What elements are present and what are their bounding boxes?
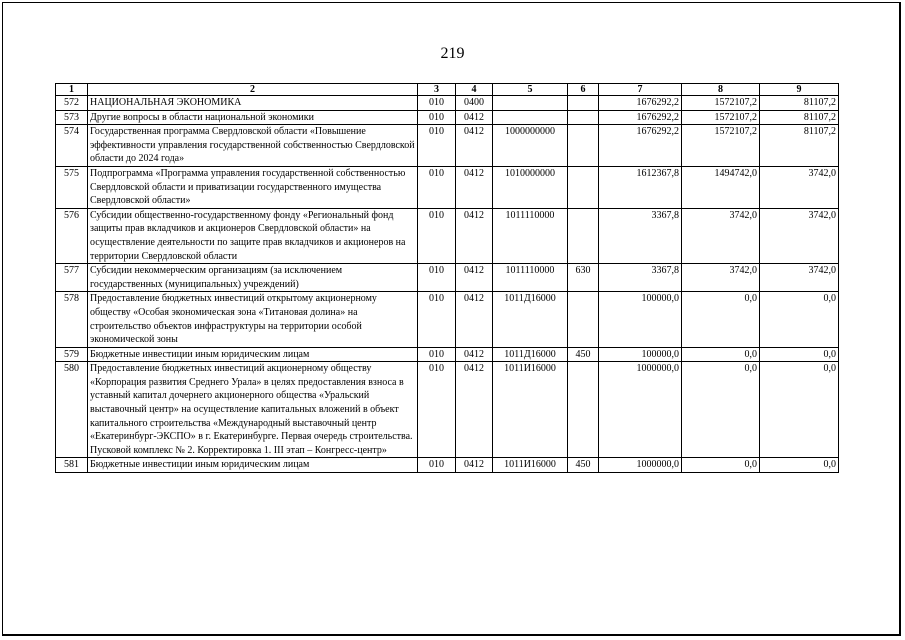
- table-row: [56, 458, 839, 473]
- cell-col7: 1000000,0: [599, 362, 682, 458]
- cell-col4: 0412: [456, 362, 493, 458]
- column-header: 6: [568, 84, 599, 96]
- cell-col4: 0412: [456, 347, 493, 362]
- cell-col9: 3742,0: [760, 264, 839, 292]
- cell-col7: 1676292,2: [599, 110, 682, 125]
- row-name: Подпрограмма «Программа управления государственной собственностью Свердловской области и приватизации государственного имущества Свердловской области»: [88, 166, 418, 208]
- row-name: Субсидии некоммерческим организациям (за исключением государственных (муниципальных) учреждений): [88, 264, 418, 292]
- cell-col3: 010: [418, 125, 456, 167]
- cell-col7: 1612367,8: [599, 166, 682, 208]
- cell-col6: [568, 362, 599, 458]
- table-row: [56, 292, 839, 347]
- row-name: Государственная программа Свердловской области «Повышение эффективности управления государственной собственностью Свердловской области до 2024 года»: [88, 125, 418, 167]
- row-name: Другие вопросы в области национальной экономики: [88, 110, 418, 125]
- cell-col8: 0,0: [682, 458, 760, 473]
- cell-col6: [568, 125, 599, 167]
- cell-col7: 100000,0: [599, 347, 682, 362]
- cell-col5: 1011Д16000: [493, 347, 568, 362]
- column-header: 8: [682, 84, 760, 96]
- table-row: [56, 96, 839, 111]
- row-number: 576: [56, 208, 88, 263]
- cell-col3: 010: [418, 110, 456, 125]
- cell-col8: 3742,0: [682, 264, 760, 292]
- cell-col3: 010: [418, 362, 456, 458]
- table-row: [56, 264, 839, 292]
- cell-col7: 100000,0: [599, 292, 682, 347]
- cell-col4: 0412: [456, 458, 493, 473]
- budget-table: [55, 83, 839, 473]
- cell-col8: 0,0: [682, 347, 760, 362]
- table-row: [56, 110, 839, 125]
- table-row: [56, 125, 839, 167]
- cell-col9: 81107,2: [760, 96, 839, 111]
- cell-col8: 0,0: [682, 292, 760, 347]
- row-name: Субсидии общественно-государственному фонду «Региональный фонд защиты прав вкладчиков и акционеров Свердловской области» на осуществление деятельности по защите прав вкладчиков и акционеров на территории Свердловской области: [88, 208, 418, 263]
- cell-col7: 3367,8: [599, 264, 682, 292]
- cell-col4: 0412: [456, 208, 493, 263]
- cell-col3: 010: [418, 208, 456, 263]
- row-name: НАЦИОНАЛЬНАЯ ЭКОНОМИКА: [88, 96, 418, 111]
- cell-col6: [568, 292, 599, 347]
- table-row: [56, 208, 839, 263]
- cell-col5: 1010000000: [493, 166, 568, 208]
- column-header: 5: [493, 84, 568, 96]
- cell-col6: 450: [568, 458, 599, 473]
- row-number: 580: [56, 362, 88, 458]
- cell-col6: [568, 110, 599, 125]
- cell-col9: 3742,0: [760, 208, 839, 263]
- cell-col6: [568, 96, 599, 111]
- row-number: 578: [56, 292, 88, 347]
- row-name: Бюджетные инвестиции иным юридическим лицам: [88, 347, 418, 362]
- cell-col8: 1494742,0: [682, 166, 760, 208]
- cell-col6: 630: [568, 264, 599, 292]
- table-row: [56, 362, 839, 458]
- cell-col5: [493, 96, 568, 111]
- cell-col9: 3742,0: [760, 166, 839, 208]
- cell-col8: 1572107,2: [682, 96, 760, 111]
- cell-col4: 0412: [456, 125, 493, 167]
- cell-col8: 3742,0: [682, 208, 760, 263]
- row-number: 579: [56, 347, 88, 362]
- cell-col7: 3367,8: [599, 208, 682, 263]
- cell-col6: [568, 166, 599, 208]
- row-number: 581: [56, 458, 88, 473]
- cell-col5: 1011И16000: [493, 458, 568, 473]
- cell-col4: 0412: [456, 166, 493, 208]
- column-header: 1: [56, 84, 88, 96]
- cell-col6: [568, 208, 599, 263]
- cell-col5: [493, 110, 568, 125]
- cell-col3: 010: [418, 166, 456, 208]
- row-number: 574: [56, 125, 88, 167]
- cell-col9: 0,0: [760, 292, 839, 347]
- cell-col5: 1000000000: [493, 125, 568, 167]
- cell-col8: 1572107,2: [682, 110, 760, 125]
- row-name: Бюджетные инвестиции иным юридическим лицам: [88, 458, 418, 473]
- cell-col3: 010: [418, 347, 456, 362]
- cell-col4: 0400: [456, 96, 493, 111]
- cell-col6: 450: [568, 347, 599, 362]
- table-row: [56, 166, 839, 208]
- column-header: 3: [418, 84, 456, 96]
- cell-col5: 1011Д16000: [493, 292, 568, 347]
- cell-col9: 81107,2: [760, 125, 839, 167]
- cell-col7: 1676292,2: [599, 125, 682, 167]
- cell-col5: 1011110000: [493, 208, 568, 263]
- row-number: 575: [56, 166, 88, 208]
- cell-col5: 1011И16000: [493, 362, 568, 458]
- row-number: 572: [56, 96, 88, 111]
- row-number: 573: [56, 110, 88, 125]
- cell-col3: 010: [418, 96, 456, 111]
- cell-col9: 81107,2: [760, 110, 839, 125]
- cell-col4: 0412: [456, 110, 493, 125]
- row-name: Предоставление бюджетных инвестиций открытому акционерному обществу «Особая экономическая зона «Титановая долина» на строительство объектов инфраструктуры на территории особой экономической зоны: [88, 292, 418, 347]
- column-header: 7: [599, 84, 682, 96]
- cell-col7: 1000000,0: [599, 458, 682, 473]
- cell-col4: 0412: [456, 292, 493, 347]
- table-row: [56, 347, 839, 362]
- cell-col5: 1011110000: [493, 264, 568, 292]
- cell-col3: 010: [418, 292, 456, 347]
- cell-col7: 1676292,2: [599, 96, 682, 111]
- cell-col3: 010: [418, 264, 456, 292]
- header-row: [56, 84, 839, 96]
- cell-col8: 1572107,2: [682, 125, 760, 167]
- cell-col3: 010: [418, 458, 456, 473]
- cell-col4: 0412: [456, 264, 493, 292]
- cell-col9: 0,0: [760, 458, 839, 473]
- column-header: 9: [760, 84, 839, 96]
- column-header: 4: [456, 84, 493, 96]
- column-header: 2: [88, 84, 418, 96]
- cell-col9: 0,0: [760, 362, 839, 458]
- row-number: 577: [56, 264, 88, 292]
- page-number: 219: [440, 45, 465, 62]
- cell-col9: 0,0: [760, 347, 839, 362]
- row-name: Предоставление бюджетных инвестиций акционерному обществу «Корпорация развития Среднего Урала» в целях предоставления взноса в уставный капитал дочернего акционерного общества «Уральский выставочный центр» на осуществление капитальных вложений в объект капитального строительства «Международный выставочный центр «Екатеринбург-ЭКСПО» в г. Екатеринбурге. Первая очередь строительства. Пусковой комплекс № 2. Корректировка 1. III этап – Конгресс-центр»: [88, 362, 418, 458]
- cell-col8: 0,0: [682, 362, 760, 458]
